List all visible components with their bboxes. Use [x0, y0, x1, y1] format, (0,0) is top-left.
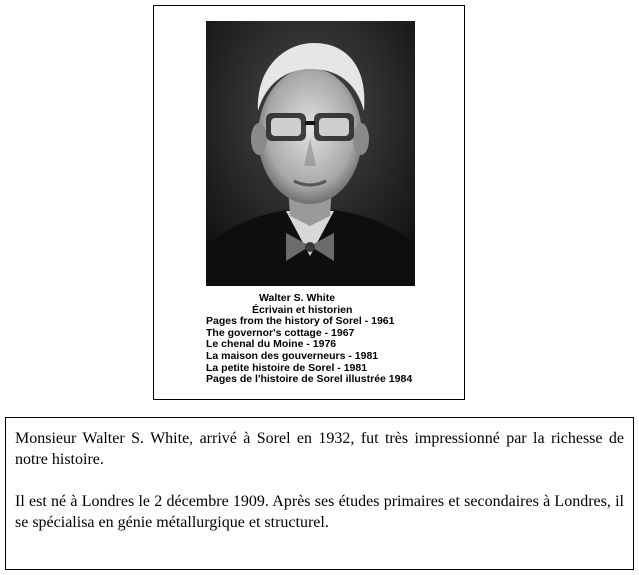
caption-work: La petite histoire de Sorel - 1981 — [206, 361, 368, 374]
bio-paragraph-2: Il est né à Londres le 2 décembre 1909. Après ses études primaires et secondaires à Londres, il se spécialisa en génie métallurgique et structurel. — [15, 493, 624, 531]
caption-work: The governor's cottage - 1967 — [206, 326, 355, 339]
caption-work: Pages de l'histoire de Sorel illustrée 1984 — [206, 373, 413, 386]
caption-work: Le chenal du Moine - 1976 — [206, 338, 337, 351]
portrait-icon — [206, 21, 415, 286]
caption-work: Pages from the history of Sorel - 1961 — [206, 315, 395, 328]
biography-box — [5, 417, 634, 570]
photo-card — [153, 5, 465, 400]
portrait-photo — [206, 21, 415, 286]
portrait-caption — [206, 293, 456, 386]
caption-name: Walter S. White — [259, 292, 336, 304]
bio-paragraph-1: Monsieur Walter S. White, arrivé à Sorel en 1932, fut très impressionné par la richesse de notre histoire. — [15, 430, 624, 468]
caption-work: La maison des gouverneurs - 1981 — [206, 349, 379, 362]
caption-role: Écrivain et historien — [252, 303, 353, 316]
